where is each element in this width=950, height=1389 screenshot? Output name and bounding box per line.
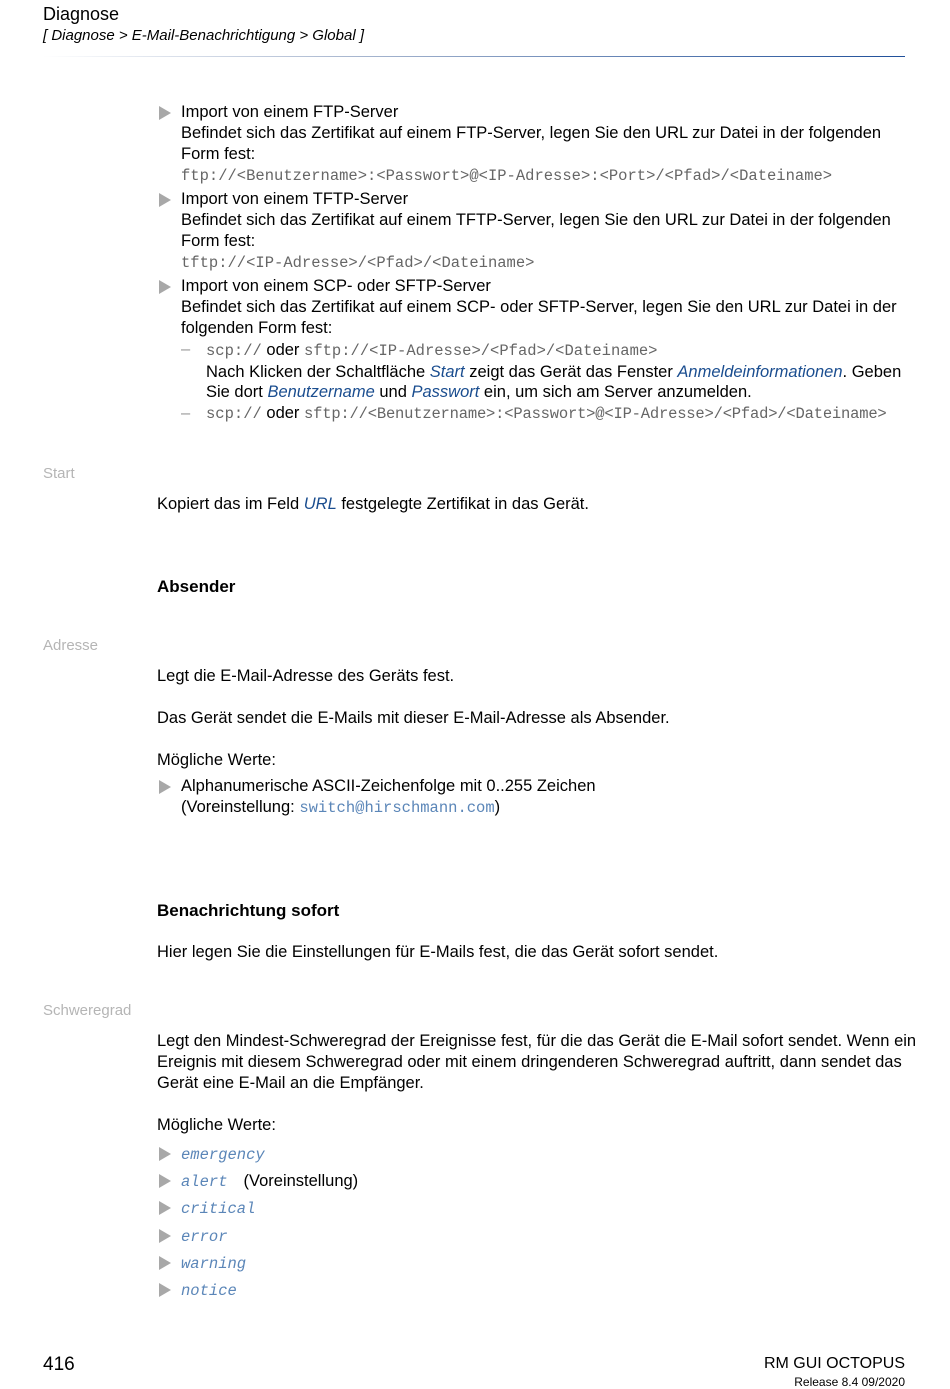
schweregrad-description: Legt den Mindest-Schweregrad der Ereignisse fest, für die das Gerät die E-Mail sofort sendet. Wenn ein Ereignis mit diesem Schweregrad oder mit einem dringenderen Schweregrad auftritt, dann sendet das Gerät eine E-Mail an die Empfänger.: [157, 1032, 917, 1092]
header-divider: [43, 56, 905, 57]
url-field-ref: URL: [303, 495, 337, 513]
bullet-triangle-icon: [159, 1174, 171, 1188]
adresse-description: Legt die E-Mail-Adresse des Geräts fest.: [157, 667, 455, 685]
scp-code: scp://: [206, 342, 262, 360]
default-value: (Voreinstellung: switch@hirschmann.com): [181, 798, 501, 817]
list-item: [157, 1277, 917, 1304]
url-format-code: ftp://<Benutzername>:<Passwort>@<IP-Adresse>:<Port>/<Pfad>/<Dateiname>: [181, 167, 833, 185]
severity-values-list: [157, 1141, 917, 1304]
bullet-triangle-icon: [159, 780, 171, 794]
list-item: [157, 1223, 917, 1250]
page-number: 416: [43, 1354, 75, 1375]
list-item: [157, 1195, 917, 1222]
possible-values-label: Mögliche Werte:: [157, 1116, 276, 1134]
list-item: [157, 1168, 917, 1195]
severity-value: warning: [181, 1254, 247, 1273]
release-info: Release 8.4 09/2020: [794, 1375, 905, 1389]
list-item: [157, 1141, 917, 1168]
adresse-sender-note: Das Gerät sendet die E-Mails mit dieser E-Mail-Adresse als Absender.: [157, 709, 670, 727]
password-field-ref: Passwort: [411, 383, 480, 401]
dash-bullet: –: [181, 340, 191, 358]
bullet-triangle-icon: [159, 106, 171, 120]
or-text: oder: [266, 404, 300, 422]
document-title: RM GUI OCTOPUS: [763, 1355, 905, 1372]
bullet-triangle-icon: [159, 280, 171, 294]
default-marker: (Voreinstellung): [243, 1172, 359, 1191]
list-item-desc: Befindet sich das Zertifikat auf einem SCP- oder SFTP-Server, legen Sie den URL zur Datei in der folgenden Form fest:: [181, 298, 897, 337]
list-item-desc: Befindet sich das Zertifikat auf einem TFTP-Server, legen Sie den URL zur Datei in der folgenden Form fest:: [181, 211, 891, 250]
username-field-ref: Benutzername: [267, 383, 375, 401]
sub-list-item: [181, 339, 917, 402]
default-email-value: switch@hirschmann.com: [299, 799, 495, 817]
list-item-text: Alphanumerische ASCII-Zeichenfolge mit 0..255 Zeichen: [181, 777, 596, 795]
import-options-list: [157, 102, 917, 425]
field-label-schweregrad: Schweregrad: [43, 1002, 132, 1019]
breadcrumb: [ Diagnose > E-Mail-Benachrichtigung > Global ]: [43, 27, 365, 44]
list-item: [157, 102, 917, 188]
list-item-title: Import von einem TFTP-Server: [181, 190, 409, 208]
list-item: [157, 776, 917, 819]
start-description: Kopiert das im Feld URL festgelegte Zertifikat in das Gerät.: [157, 495, 589, 513]
list-item-title: Import von einem FTP-Server: [181, 103, 399, 121]
scp-code: scp://: [206, 405, 262, 423]
start-button-ref: Start: [429, 363, 465, 381]
list-item: [157, 1250, 917, 1277]
bullet-triangle-icon: [159, 1256, 171, 1270]
dash-bullet: –: [181, 404, 191, 422]
severity-value: error: [181, 1227, 228, 1246]
sub-list-item: [181, 402, 917, 425]
possible-values-label: Mögliche Werte:: [157, 751, 276, 769]
adresse-values-list: [157, 776, 917, 819]
sofort-intro: Hier legen Sie die Einstellungen für E-Mails fest, die das Gerät sofort sendet.: [157, 943, 719, 961]
section-heading-sofort: Benachrichtung sofort: [157, 901, 340, 920]
sftp-code: sftp://<Benutzername>:<Passwort>@<IP-Adresse>/<Pfad>/<Dateiname>: [304, 405, 887, 423]
credentials-window-ref: Anmeldeinformationen: [677, 363, 843, 381]
list-item-desc: Befindet sich das Zertifikat auf einem FTP-Server, legen Sie den URL zur Datei in der folgenden Form fest:: [181, 124, 882, 163]
severity-value: notice: [181, 1282, 237, 1301]
credentials-note: Nach Klicken der Schaltfläche Start zeigt das Gerät das Fenster Anmeldeinformationen. Geben Sie dort Benutzername und Passwort ein, um sich am Server anzumelden.: [206, 363, 902, 401]
field-label-adresse: Adresse: [43, 637, 99, 654]
bullet-triangle-icon: [159, 1283, 171, 1297]
page-header-title: Diagnose: [43, 4, 120, 24]
url-format-code: tftp://<IP-Adresse>/<Pfad>/<Dateiname>: [181, 254, 535, 272]
sftp-code: sftp://<IP-Adresse>/<Pfad>/<Dateiname>: [304, 342, 658, 360]
field-label-start: Start: [43, 465, 75, 482]
severity-value: critical: [181, 1200, 256, 1219]
severity-value: emergency: [181, 1146, 265, 1164]
list-item-title: Import von einem SCP- oder SFTP-Server: [181, 277, 491, 295]
bullet-triangle-icon: [159, 1201, 171, 1215]
section-heading-absender: Absender: [157, 577, 236, 596]
severity-value: alert: [181, 1173, 228, 1192]
bullet-triangle-icon: [159, 1147, 171, 1161]
list-item: [157, 276, 917, 339]
bullet-triangle-icon: [159, 193, 171, 207]
list-item: [157, 189, 917, 275]
or-text: oder: [266, 341, 300, 359]
bullet-triangle-icon: [159, 1229, 171, 1243]
